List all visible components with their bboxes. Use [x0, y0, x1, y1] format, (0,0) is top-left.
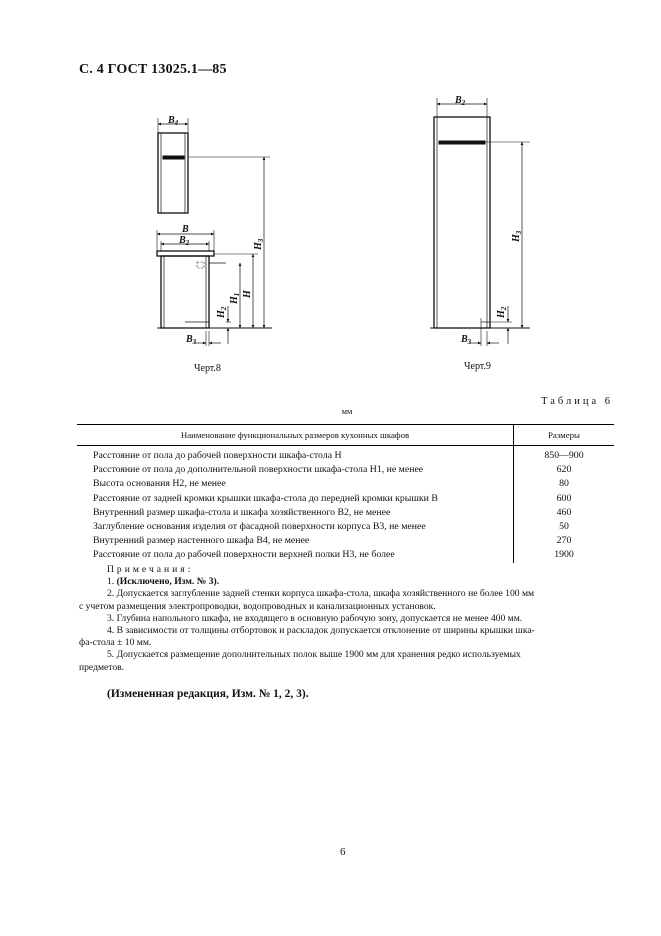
- row-name: Расстояние от пола до рабочей поверхности верхней полки H3, не более: [93, 549, 395, 561]
- label-b2: $B_2$: [179, 235, 190, 247]
- table-row: [77, 548, 614, 562]
- table-row: [77, 506, 614, 520]
- row-value: 600: [514, 492, 615, 506]
- caption-fig8: Черт.8: [194, 363, 221, 374]
- table-units: мм: [341, 406, 353, 416]
- dimensions-table: [77, 424, 614, 563]
- row-value: 50: [514, 520, 615, 534]
- base-cabinet-body: [161, 256, 209, 328]
- row-name: Расстояние от пола до дополнительной поверхности шкафа-стола H1, не менее: [93, 464, 424, 476]
- label-h1: $H_1$: [229, 292, 241, 304]
- note-5-line-2: предметов.: [79, 661, 125, 673]
- notes-section: [79, 564, 614, 674]
- wall-cabinet-shelf: [163, 156, 184, 159]
- note-1-number: 1.: [107, 576, 115, 588]
- header-size: Размеры: [514, 425, 615, 446]
- caption-fig9: Черт.9: [464, 361, 491, 372]
- row-value: 620: [514, 463, 615, 477]
- row-value: 270: [514, 534, 615, 548]
- row-name: Расстояние от пола до рабочей поверхности шкафа-стола H: [93, 450, 342, 461]
- row-value: 460: [514, 506, 615, 520]
- label-h2: $H_2$: [216, 306, 228, 318]
- row-value: 1900: [514, 548, 615, 562]
- label-b: B: [182, 224, 189, 235]
- drawing-9: [430, 98, 530, 346]
- row-name: Расстояние от задней кромки крышки шкафа-стола до передней кромки крышки B: [93, 492, 438, 504]
- note-1: [79, 576, 614, 588]
- table-row: [77, 446, 614, 464]
- note-5-line-1: 5. Допускается размещение дополнительных полок выше 1900 мм для хранения редко используемых: [107, 649, 521, 661]
- label-h3: $H_3$: [253, 238, 265, 250]
- label-h2: $H_2$: [496, 306, 508, 318]
- table-row: [77, 463, 614, 477]
- table-row: [77, 520, 614, 534]
- row-name: Заглубление основания изделия от фасадной поверхности корпуса B3, не менее: [93, 521, 426, 533]
- edition-note: (Измененная редакция, Изм. № 1, 2, 3).: [107, 688, 309, 700]
- note-3-line-1: 3. Глубина напольного шкафа, не входящего в основную рабочую зону, допускается не менее 400 мм.: [107, 612, 523, 624]
- label-h: H: [242, 290, 253, 298]
- row-name: Внутренний размер настенного шкафа B4, не менее: [93, 535, 310, 547]
- label-b3: $B_3$: [461, 334, 472, 346]
- label-b4: $B_4$: [168, 115, 179, 127]
- page-header: С. 4 ГОСТ 13025.1—85: [79, 62, 227, 77]
- row-name: Высота основания H2, не менее: [93, 478, 226, 490]
- table-row: [77, 492, 614, 506]
- label-b2: $B_2$: [455, 95, 466, 107]
- note-4-line-2: фа-стола ± 10 мм.: [79, 637, 152, 649]
- page-number: 6: [340, 846, 346, 858]
- row-value: 80: [514, 477, 615, 491]
- drawer-outline: [197, 262, 204, 268]
- label-h3: $H_3$: [511, 230, 523, 242]
- wall-cabinet: [158, 133, 188, 213]
- table-row: [77, 534, 614, 548]
- drawing-8: [157, 118, 272, 346]
- upper-shelf: [439, 141, 485, 144]
- table-label: Таблица 6: [541, 396, 613, 407]
- table-row: [77, 477, 614, 491]
- utility-cabinet: [434, 117, 490, 328]
- table-header-row: [77, 425, 614, 446]
- notes-title: Примечания:: [107, 564, 194, 575]
- row-name: Внутренний размер шкафа-стола и шкафа хозяйственного B2, не менее: [93, 506, 391, 518]
- technical-drawings: [0, 0, 661, 420]
- worktop: [157, 251, 214, 256]
- note-2-line-2: с учетом размещения электропроводки, водопроводных и канализационных установок.: [79, 600, 436, 612]
- note-1-text: (Исключено, Изм. № 3).: [116, 576, 220, 588]
- note-2-line-1: 2. Допускается заглубление задней стенки корпуса шкафа-стола, шкафа хозяйственного не более 100 мм: [107, 588, 535, 600]
- label-b3: $B_3$: [186, 334, 197, 346]
- header-name: Наименование функциональных размеров кухонных шкафов: [77, 425, 514, 446]
- note-4-line-1: 4. В зависимости от толщины отбортовок и раскладок допускается отклонение от ширины крышки шка-: [107, 625, 535, 637]
- row-value: 850—900: [514, 446, 615, 464]
